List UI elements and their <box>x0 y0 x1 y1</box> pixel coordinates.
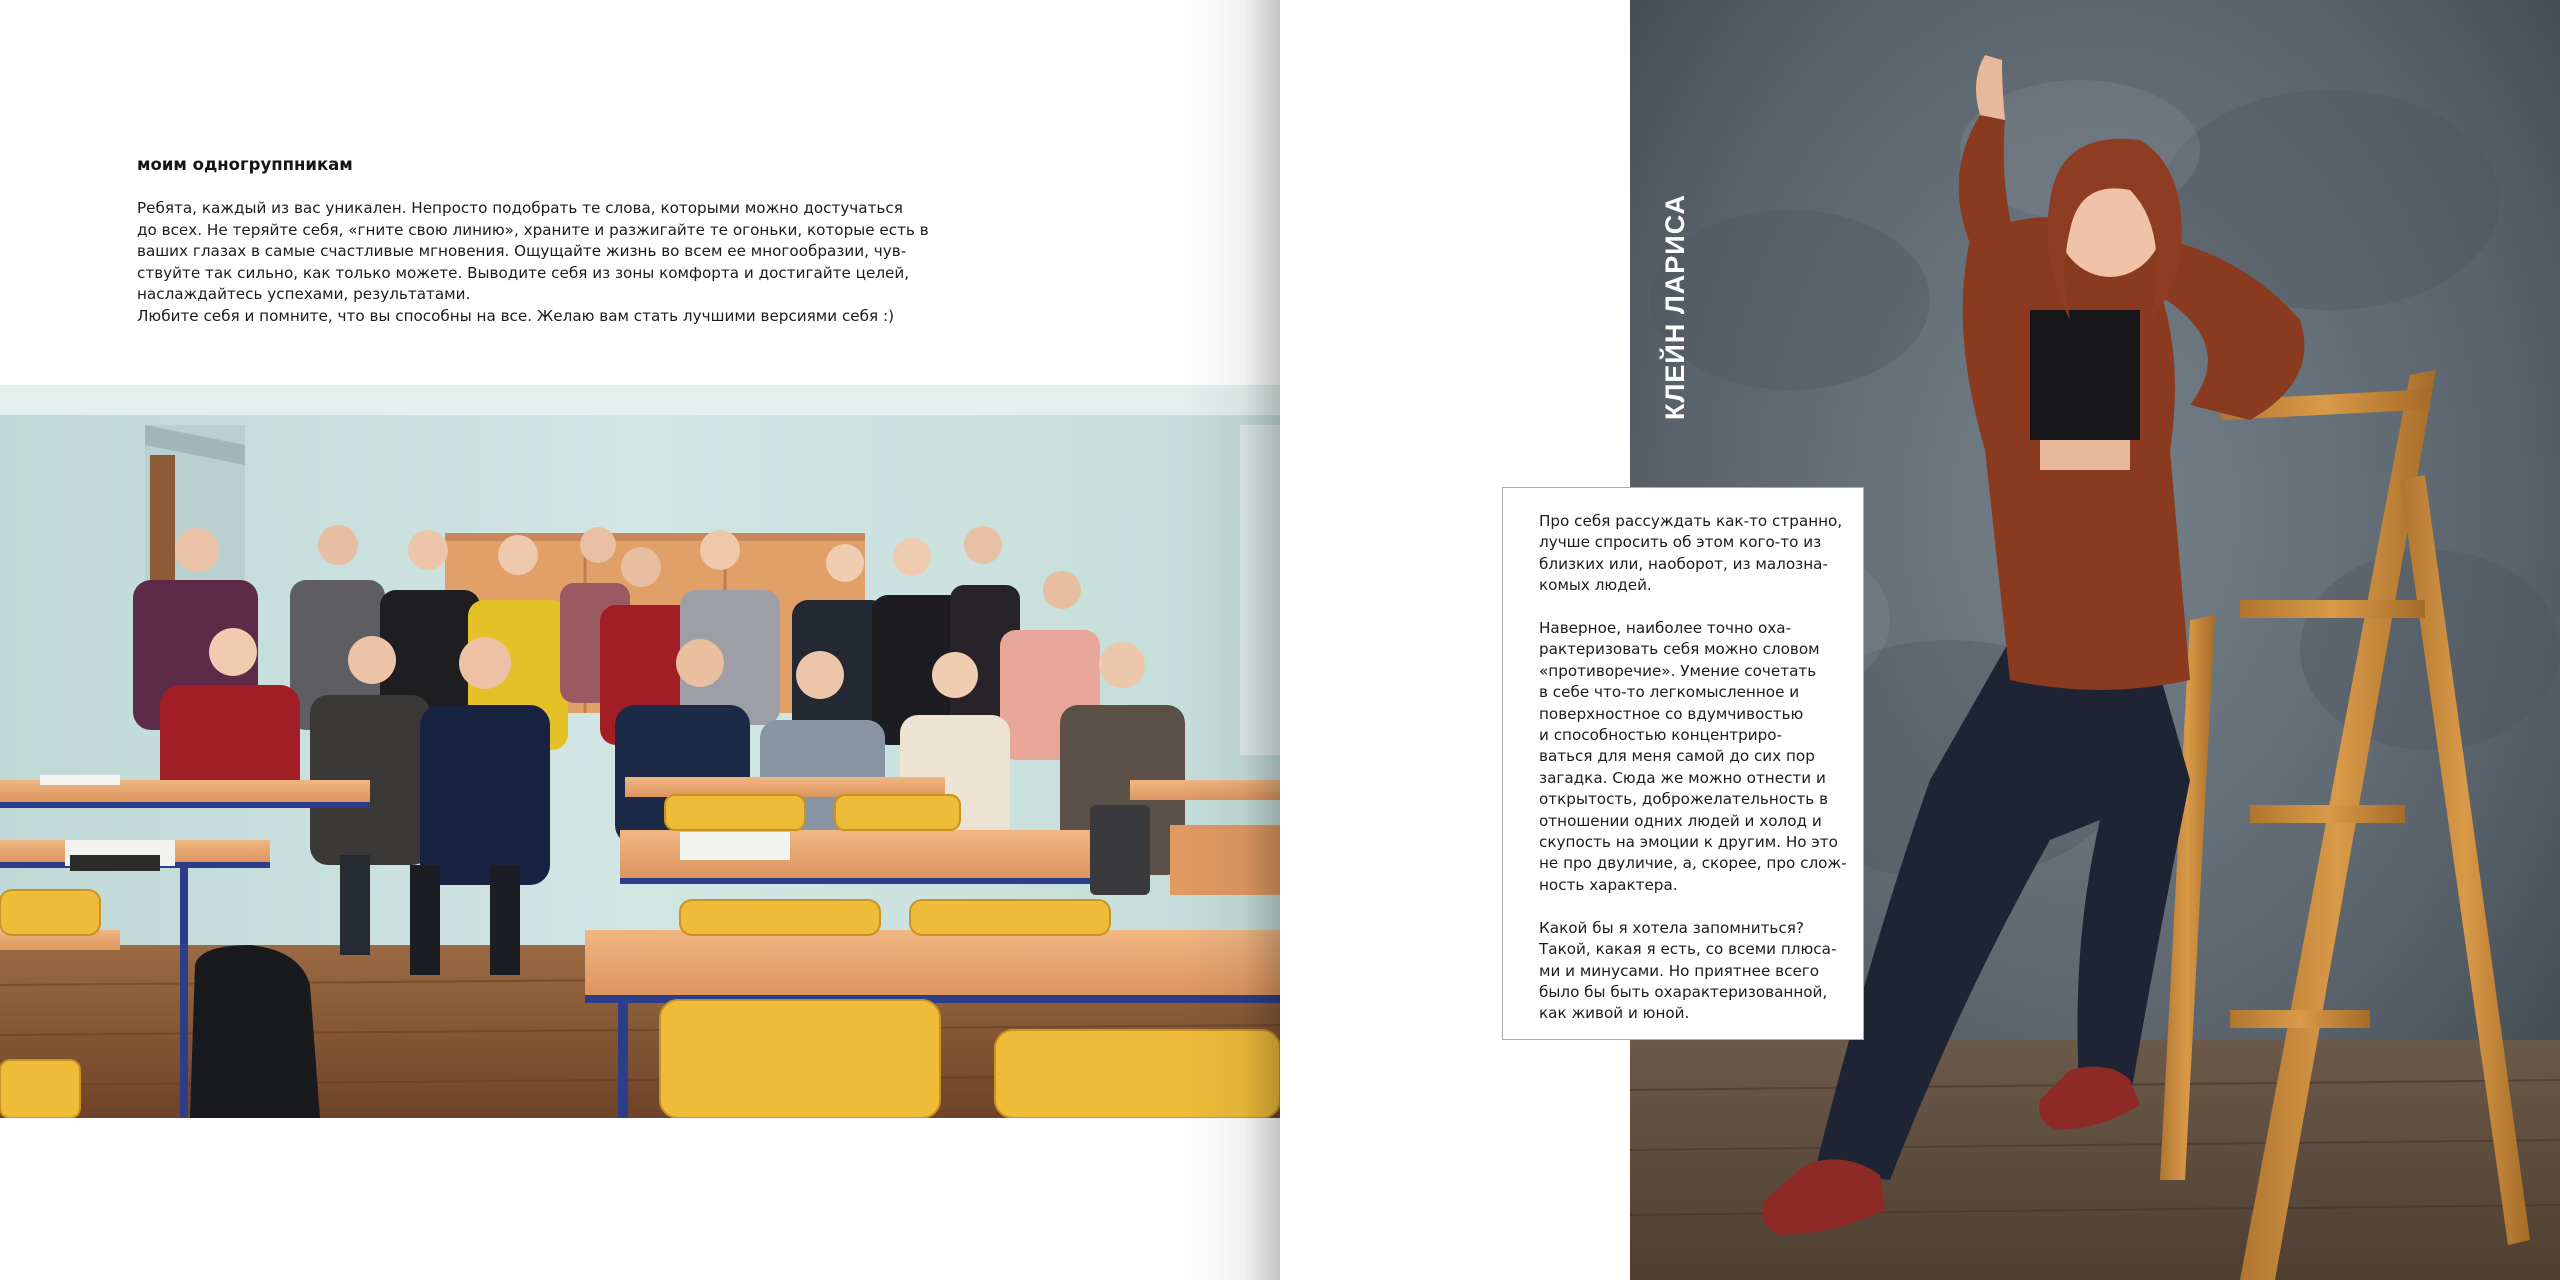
bio-line: близких или, наоборот, из малозна- <box>1539 554 1828 573</box>
bio-line: «противоречие». Умение сочетать <box>1539 661 1817 680</box>
bio-paragraph <box>1539 618 1859 896</box>
person-name-title: КЛЕЙН ЛАРИСА <box>1660 193 1690 420</box>
bio-line: не про двуличие, а, скорее, про слож- <box>1539 854 1847 873</box>
bio-line: лучше спросить об этом кого-то из <box>1539 533 1822 552</box>
bio-text <box>1539 511 1859 1025</box>
dedication-line: наслаждайтесь успехами, результатами. <box>137 285 471 303</box>
bio-paragraph <box>1539 918 1859 1025</box>
bio-line: ваться для меня самой до сих пор <box>1539 747 1815 766</box>
dedication-line: ваших глазах в самые счастливые мгновения. Ощущайте жизнь во всем ее многообразии, чув- <box>137 242 907 260</box>
dedication-heading: моим одногруппникам <box>137 155 353 174</box>
bio-line: как живой и юной. <box>1539 1004 1690 1023</box>
bio-line: открытость, доброжелательность в <box>1539 790 1829 809</box>
bio-line: ми и минусами. Но приятнее всего <box>1539 961 1820 980</box>
dedication-line: Ребята, каждый из вас уникален. Непросто подобрать те слова, которыми можно достучаться <box>137 199 903 217</box>
dedication-line: Любите себя и помните, что вы способны на все. Желаю вам стать лучшими версиями себя :) <box>137 306 895 325</box>
bio-line: Какой бы я хотела запомниться? <box>1539 918 1804 937</box>
dedication-text <box>137 198 929 327</box>
bio-line: Наверное, наиболее точно оха- <box>1539 619 1792 638</box>
dedication-line: до всех. Не теряйте себя, «гните свою линию», храните и разжигайте те огоньки, которые есть в <box>137 220 929 239</box>
bio-line: Про себя рассуждать как-то странно, <box>1539 512 1843 530</box>
bio-line: было бы быть охарактеризованной, <box>1539 982 1828 1001</box>
bio-line: и способностью концентриро- <box>1539 726 1783 745</box>
bio-line: загадка. Сюда же можно отнести и <box>1539 768 1826 787</box>
bio-line: комых людей. <box>1539 576 1652 595</box>
group-photo <box>0 385 1280 1118</box>
dedication-line: ствуйте так сильно, как только можете. Выводите себя из зоны комфорта и достигайте целей, <box>137 263 910 282</box>
bio-paragraph <box>1539 511 1859 597</box>
bio-line: поверхностное со вдумчивостью <box>1539 704 1804 723</box>
bio-text-box <box>1502 487 1864 1040</box>
bio-line: Такой, какая я есть, со всеми плюса- <box>1539 940 1837 959</box>
bio-line: рактеризовать себя можно словом <box>1539 640 1820 659</box>
bio-line: отношении одних людей и холод и <box>1539 811 1822 830</box>
bio-line: в себе что-то легкомысленное и <box>1539 683 1800 702</box>
bio-line: скупость на эмоции к другим. Но это <box>1539 833 1838 852</box>
bio-line: ность характера. <box>1539 875 1678 894</box>
